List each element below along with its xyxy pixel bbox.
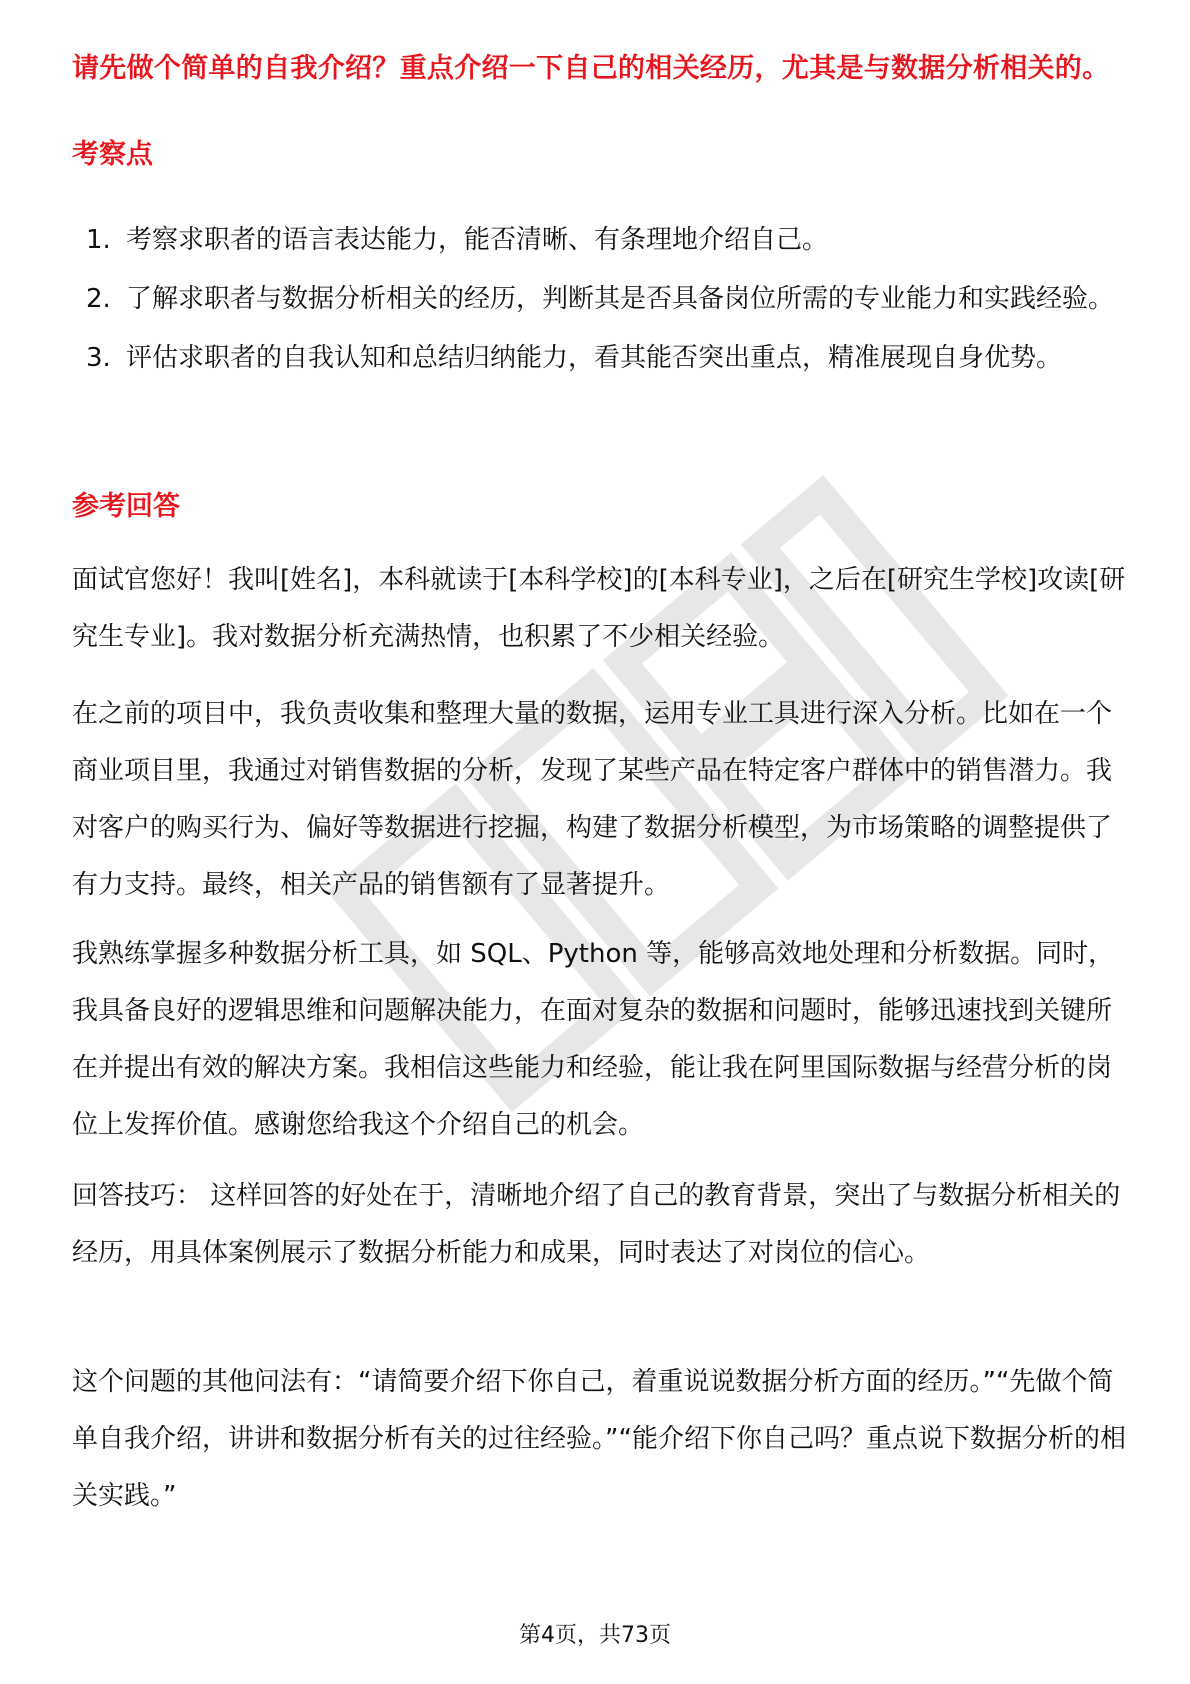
answer-tips-paragraph: 回答技巧： 这样回答的好处在于，清晰地介绍了自己的教育背景，突出了与数据分析相关的经历，用具体案例展示了数据分析能力和成果，同时表达了对岗位的信心。: [72, 1181, 1121, 1268]
list-item: [72, 212, 1122, 269]
answer-paragraph: 面试官您好！我叫[姓名]，本科就读于[本科学校]的[本科专业]，之后在[研究生学校]攻读[研究生专业]。我对数据分析充满热情，也积累了不少相关经验。: [72, 565, 1126, 652]
list-item-number: 2.: [86, 284, 111, 314]
list-item-number: 3.: [86, 343, 111, 373]
answer-paragraph: 我熟练掌握多种数据分析工具，如 SQL、Python 等，能够高效地处理和分析数据。同时，我具备良好的逻辑思维和问题解决能力，在面对复杂的数据和问题时，能够迅速找到关键所在并提出有效的解决方案。我相信这些能力和经验，能让我在阿里国际数据与经营分析的岗位上发挥价值。感谢您给我这个介绍自己的机会。: [72, 939, 1115, 1140]
list-item-number: 1.: [86, 225, 111, 255]
section-heading-points: 考察点: [72, 139, 153, 170]
list-item-text: 评估求职者的自我认知和总结归纳能力，看其能否突出重点，精准展现自身优势。: [126, 343, 1063, 373]
section-heading-answer: 参考回答: [72, 491, 180, 522]
answer-paragraph: 在之前的项目中，我负责收集和整理大量的数据，运用专业工具进行深入分析。比如在一个商业项目里，我通过对销售数据的分析，发现了某些产品在特定客户群体中的销售潜力。我对客户的购买行为、偏好等数据进行挖掘，构建了数据分析模型，为市场策略的调整提供了有力支持。最终，相关产品的销售额有了显著提升。: [72, 699, 1113, 900]
alternative-questions-paragraph: 这个问题的其他问法有：“请简要介绍下你自己，着重说说数据分析方面的经历。”“先做个简单自我介绍，讲讲和数据分析有关的过往经验。”“能介绍下你自己吗？重点说下数据分析的相关实践。”: [72, 1367, 1126, 1511]
page-number-footer: 第4页，共73页: [519, 1623, 671, 1648]
question-title: 请先做个简单的自我介绍？重点介绍一下自己的相关经历，尤其是与数据分析相关的。: [72, 53, 1110, 84]
list-item: [72, 271, 1122, 328]
list-item-text: 考察求职者的语言表达能力，能否清晰、有条理地介绍自己。: [126, 225, 829, 255]
points-list: [72, 212, 1122, 389]
list-item: [72, 330, 1122, 387]
list-item-text: 了解求职者与数据分析相关的经历，判断其是否具备岗位所需的专业能力和实践经验。: [126, 284, 1115, 314]
